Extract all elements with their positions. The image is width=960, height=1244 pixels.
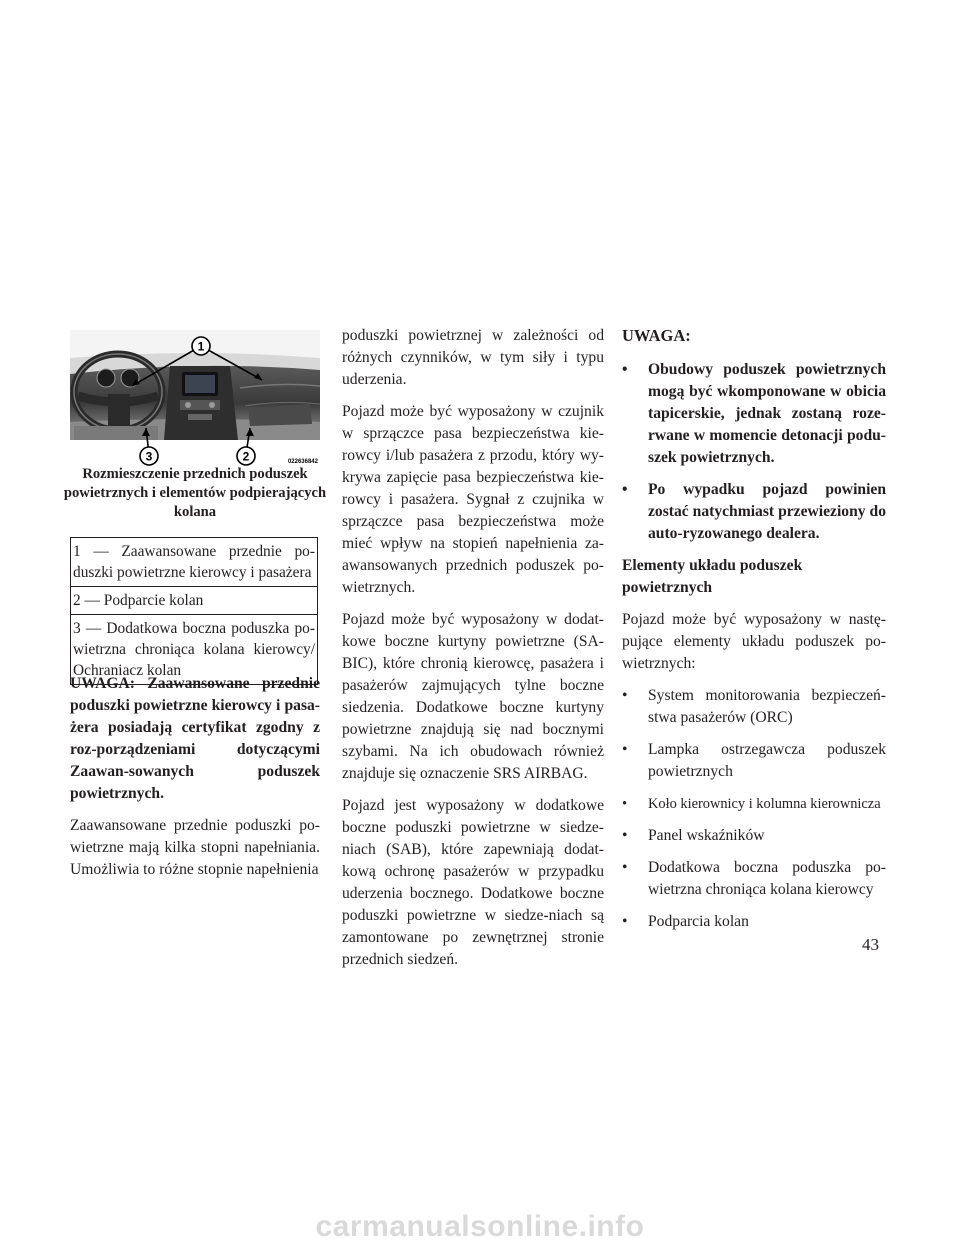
page-number: 43	[862, 935, 879, 954]
legend-item-2: 2 — Podparcie kolan	[71, 587, 318, 615]
component-item-1: • System monitorowania bezpieczeń-stwa pasażerów (ORC)	[622, 687, 886, 726]
svg-text:3: 3	[145, 449, 153, 464]
callout-3	[140, 447, 158, 465]
component-item-4: • Panel wskaźników	[622, 827, 765, 844]
component-item-5: • Dodatkowa boczna poduszka po-wietrzna chroniąca kolana kierowcy	[622, 859, 886, 898]
col1-note: UWAGA: Zaawansowane przednie poduszki powietrzne kierowcy i pasa-żera posiadają certyfikat zgodny z roz-porządzeniami dotyczącymi Zaawan-sowanych poduszek powietrznych.	[70, 675, 320, 802]
component-item-2: • Lampka ostrzegawcza poduszek powietrznych	[622, 741, 886, 780]
figure-legend-table	[70, 537, 318, 685]
svg-text:1: 1	[197, 339, 205, 354]
dashboard-illustration	[70, 330, 320, 466]
note-bullet-1: • Obudowy poduszek powietrznych mogą być wkomponowane w obicia tapicerskie, jednak zostaną roze-rwane w momencie detonacji podu-szek powietrznych.	[622, 361, 886, 466]
note-bullet-2: • Po wypadku pojazd powinien zostać natychmiast przewieziony do auto-ryzowanego dealera.	[622, 481, 886, 542]
watermark: carmanualsonline.info	[315, 1210, 645, 1243]
svg-text:2: 2	[242, 449, 250, 464]
section-intro: Pojazd może być wyposażony w nastę-pujące elementy układu poduszek po-wietrznych:	[622, 611, 886, 672]
figure-code: 022636842	[287, 459, 318, 465]
component-item-3: • Koło kierownicy i kolumna kierownicza	[622, 796, 881, 812]
column-1-text	[70, 673, 320, 891]
col2-paragraph-2: Pojazd może być wyposażony w czujnik w sprzączce pasa bezpieczeństwa kie-rowcy i/lub pasażera z przodu, który wy-krywa zapięcie pasa bezpieczeństwa kie-rowcy i pasażera. Sygnał z czujnika w sprzączce pasa bezpieczeństwa może mieć wpływ na stopień napełnienia za-awansowanych przednich poduszek po-wietrznych.	[342, 403, 604, 596]
legend-item-3: 3 — Dodatkowa boczna poduszka po-wietrzna chroniąca kolana kierowcy/ Ochraniacz kolan	[73, 620, 315, 679]
section-heading: Elementy układu poduszek powietrznych	[622, 557, 803, 596]
col1-paragraph: Zaawansowane przednie poduszki po-wietrzne mają kilka stopni napełniania. Umożliwia to różne stopnie napełnienia	[70, 817, 320, 878]
col2-paragraph-1: poduszki powietrznej w zależności od różnych czynników, w tym siły i typu uderzenia.	[342, 327, 604, 388]
components-list	[622, 685, 886, 933]
col2-paragraph-4: Pojazd jest wyposażony w dodatkowe boczne poduszki powietrzne w siedze-niach (SAB), które zapewniają dodat-kową ochronę pasażerów w przypadku uderzenia bocznego. Dodatkowe boczne poduszki powietrzne w siedze-niach są zamontowane po zewnętrznej stronie przednich siedzeń.	[342, 797, 604, 968]
figure-caption: Rozmieszczenie przednich poduszek powietrznych i elementów podpierających kolana	[63, 466, 327, 520]
legend-item-1: 1 — Zaawansowane przednie po-duszki powietrzne kierowcy i pasażera	[71, 538, 318, 587]
dashboard-figure	[70, 330, 320, 466]
component-item-6: • Podparcia kolan	[622, 913, 749, 930]
column-2	[342, 325, 604, 981]
column-3	[622, 325, 886, 943]
callout-2	[237, 447, 255, 465]
note-heading: UWAGA:	[622, 326, 691, 345]
note-bullet-list	[622, 359, 886, 545]
callout-1	[192, 337, 210, 355]
col2-paragraph-3: Pojazd może być wyposażony w dodat-kowe boczne kurtyny powietrzne (SA-BIC), które chronią kierowcę, pasażera i pasażerów zajmujących tylne boczne siedzenia. Dodatkowe boczne kurtyny powietrzne znajdują się nad bocznymi szybami. Na ich obudowach również znajduje się oznaczenie SRS AIRBAG.	[342, 611, 604, 782]
